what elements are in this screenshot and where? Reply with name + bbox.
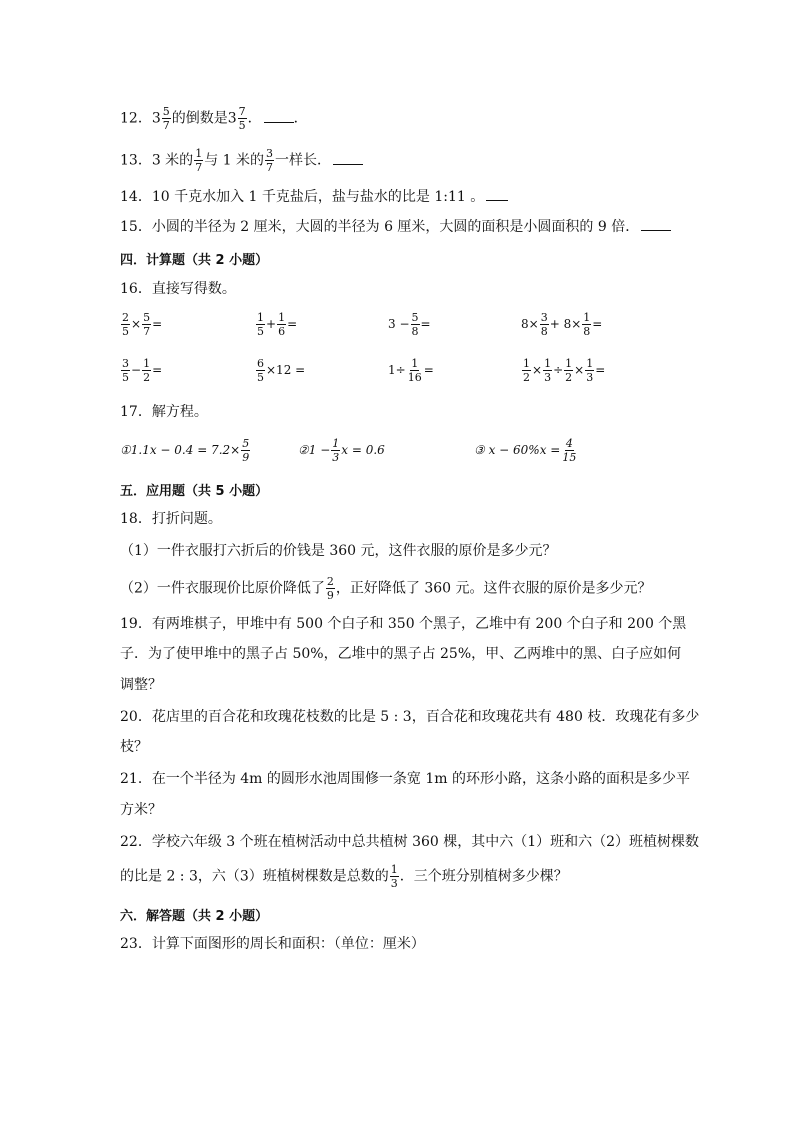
equals: = [420,317,431,331]
question-18-part-2 [120,576,652,601]
equals: = [152,317,163,331]
denominator: 3 [586,371,594,384]
denominator: 7 [143,325,151,338]
denominator: 7 [162,119,170,132]
section-heading: 五．应用题（共 5 小题） [120,484,269,499]
denominator: 2 [523,371,530,384]
numerator: 3 [266,147,273,160]
numerator: 1 [332,437,340,450]
numerator: 1 [544,357,552,370]
equation-text: x = 0.6 [341,443,385,457]
calc-item [255,358,305,383]
operator: × [131,317,142,331]
operand: 1÷ [388,363,406,377]
fraction [162,106,171,131]
denominator: 2 [565,371,573,384]
question-22-line-2 [120,864,568,889]
numerator: 1 [565,357,573,370]
question-22-line-1: 22．学校六年级 3 个班在植树活动中总共植树 360 棵，其中六（1）班和六（2）班植树棵数 [120,834,700,850]
question-number: 13． [120,152,152,169]
question-20-line-1: 20．花店里的百合花和玫瑰花枝数的比是 5 : 3，百合花和玫瑰花共有 480 枝．玫瑰花有多少 [120,709,700,725]
denominator: 15 [562,451,577,464]
fraction [582,312,591,337]
text: ． [247,110,262,127]
question-20-line-2: 枝？ [120,739,148,755]
fraction [194,148,203,173]
section-heading: 六．解答题（共 2 小题） [120,909,269,924]
denominator: 2 [143,371,151,384]
fraction [585,358,594,383]
denominator: 9 [326,589,334,602]
denominator: 5 [238,119,246,132]
text: （2）一件衣服现价比原价降低了 [120,580,325,597]
numerator: 1 [390,863,398,876]
numerator: 4 [565,437,573,450]
question-18-part-1: （1）一件衣服打六折后的价钱是 360 元，这件衣服的原价是多少元？ [120,543,557,559]
numerator: 1 [257,311,264,324]
denominator: 3 [390,877,398,890]
calc-item [120,358,162,383]
fraction [522,358,531,383]
question-12 [120,106,308,131]
fraction [121,312,130,337]
numerator: 1 [278,311,286,324]
text: ．三个班分别植树多少棵？ [399,868,568,885]
question-21-line-1: 21．在一个半径为 4m 的圆形水池周围修一条宽 1m 的环形小路，这条小路的面积是多少平 [120,771,690,787]
fraction [121,358,130,383]
question-23: 23．计算下面图形的周长和面积：（单位：厘米） [120,936,425,952]
operator: ÷ [553,363,564,377]
fraction [407,358,423,383]
fraction [331,438,340,463]
equals: = [592,317,603,331]
numerator: 1 [586,357,594,370]
denominator: 8 [411,325,419,338]
equals: = [287,317,298,331]
denominator: 3 [332,451,340,464]
denominator: 7 [266,161,273,174]
fraction [543,358,552,383]
fraction [561,438,577,463]
numerator: 3 [540,311,548,324]
question-16-title: 16．直接写得数。 [120,281,236,297]
question-number: 12． [120,110,152,127]
numerator: 1 [411,357,419,370]
numerator: 2 [122,311,129,324]
denominator: 5 [257,371,264,384]
numerator: 1 [523,357,530,370]
denominator: 8 [540,325,548,338]
calc-item [521,312,602,337]
equation-3 [474,438,578,463]
text: ，正好降低了 360 元。这件衣服的原价是多少元？ [335,580,652,597]
equation-text: ②1 − [298,443,331,457]
text: 3 米的 [151,152,194,169]
calc-item [255,312,297,337]
fraction [390,864,399,889]
equation-2 [298,438,385,463]
question-18-title: 18．打折问题。 [120,511,222,527]
numerator: 3 [122,357,129,370]
fraction [326,576,335,601]
numerator: 1 [143,357,151,370]
equals: = [152,363,163,377]
denominator: 16 [407,371,422,384]
question-17-title: 17．解方程。 [120,404,208,420]
equals: = [423,363,434,377]
question-14 [120,188,508,206]
operator: × [574,363,585,377]
fraction [241,438,250,463]
denominator: 9 [242,451,250,464]
fraction [256,358,265,383]
mixed-whole: 3 [151,110,161,127]
numerator: 5 [242,437,250,450]
question-19-line-2: 子．为了使甲堆中的黑子占 50%，乙堆中的黑子占 25%，甲、乙两堆中的黑、白子应如何 [120,646,682,662]
calc-item [388,358,434,383]
question-21-line-2: 方米？ [120,802,162,818]
numerator: 2 [326,575,334,588]
equation-text: ③ x − 60%x = [474,443,561,457]
fraction [564,358,573,383]
text: 与 1 米的 [204,152,264,169]
denominator: 6 [278,325,286,338]
mixed-whole: 3 [227,110,237,127]
denominator: 5 [122,325,129,338]
numerator: 5 [411,311,419,324]
calc-item [521,358,605,383]
operator: − [131,363,142,377]
fraction [265,148,274,173]
denominator: 8 [583,325,591,338]
question-13 [120,148,363,173]
numerator: 5 [143,311,151,324]
question-19-line-1: 19．有两堆棋子，甲堆中有 500 个白子和 350 个黑子，乙堆中有 200 个白子和 200 个黑 [120,616,687,632]
equals: = [595,363,606,377]
section-heading: 四．计算题（共 2 小题） [120,253,269,268]
text: 的比是 2 : 3，六（3）班植树棵数是总数的 [120,868,389,885]
question-19-line-3: 调整？ [120,677,162,693]
denominator: 5 [122,371,129,384]
operator: + 8× [549,317,582,331]
calc-item [120,312,162,337]
numerator: 5 [162,105,170,118]
operator: + [266,317,277,331]
answer-blank[interactable] [486,188,508,201]
answer-blank[interactable] [333,152,363,165]
numerator: 1 [583,311,591,324]
fraction [256,312,265,337]
denominator: 7 [195,161,203,174]
question-15 [120,218,671,236]
denominator: 3 [544,371,552,384]
text: 的倒数是 [171,110,228,127]
fraction [277,312,286,337]
fraction [540,312,549,337]
equation-text: ①1.1x − 0.4 = 7.2× [120,443,241,457]
text: ． [293,110,308,127]
operand: 8× [521,317,539,331]
fraction [238,106,247,131]
answer-blank[interactable] [641,218,671,231]
numerator: 1 [195,147,203,160]
numerator: 6 [257,357,264,370]
text: 一样长． [275,152,331,169]
answer-blank[interactable] [264,110,294,123]
fraction [142,358,151,383]
fraction [411,312,420,337]
denominator: 5 [257,325,264,338]
operator: × [532,363,543,377]
equation-1 [120,438,251,463]
question-text: 14．10 千克水加入 1 千克盐后，盐与盐水的比是 1:11 。 [120,189,485,205]
question-text: 15．小圆的半径为 2 厘米，大圆的半径为 6 厘米，大圆的面积是小圆面积的 9 倍． [120,219,640,235]
operand: ×12 = [266,363,306,377]
numerator: 7 [238,105,246,118]
operand: 3 − [388,317,410,331]
fraction [142,312,151,337]
calc-item [388,312,431,337]
